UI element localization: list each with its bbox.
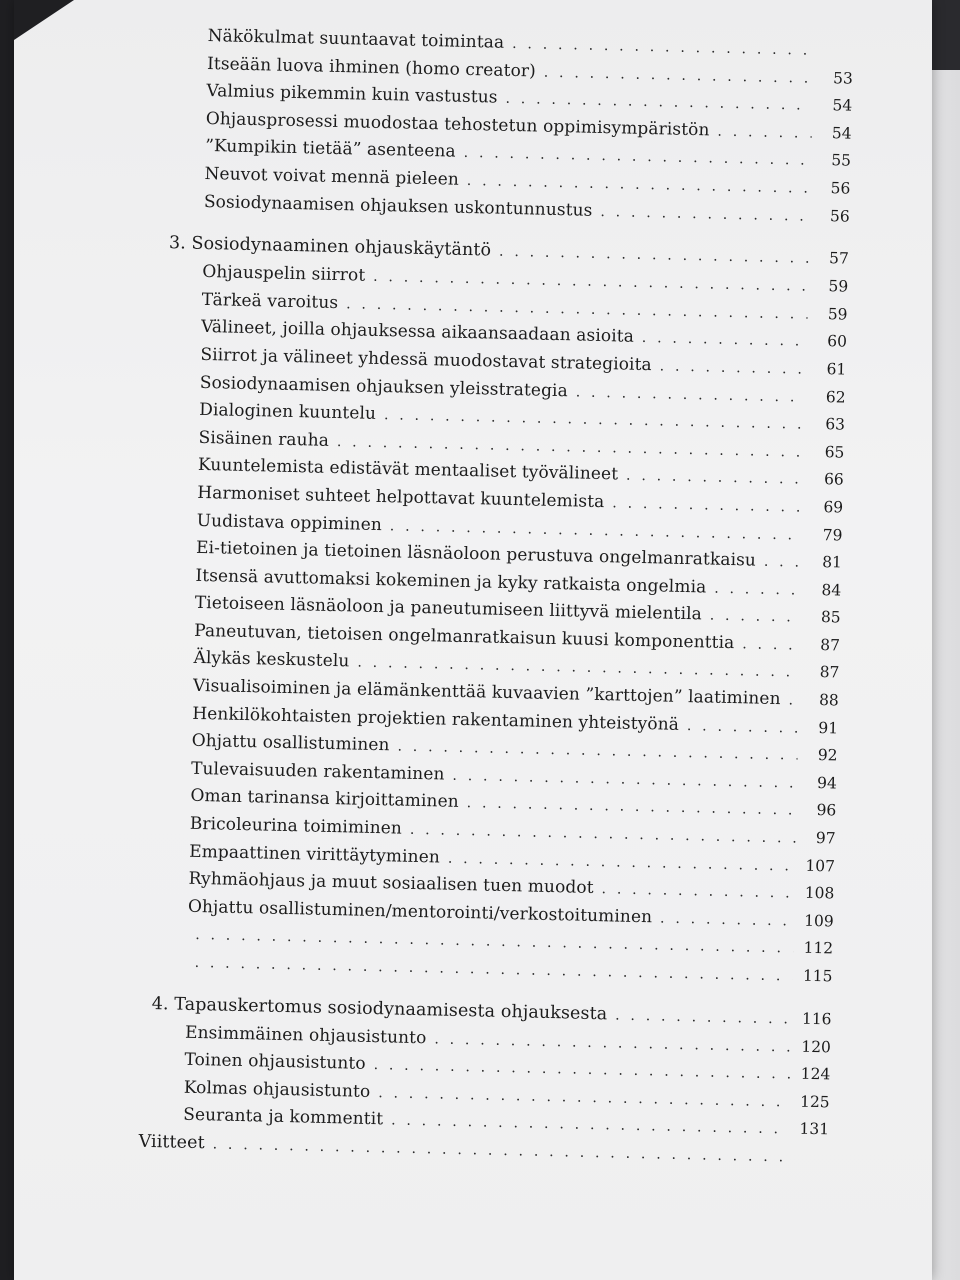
page-corner-shadow bbox=[14, 0, 74, 40]
toc-entry-page: 124 bbox=[800, 1064, 831, 1084]
toc-references-title: Viitteet bbox=[138, 1131, 205, 1154]
toc-entry-title: Ensimmäinen ohjausistunto bbox=[184, 1022, 427, 1048]
toc-entry-page: 88 bbox=[818, 691, 839, 710]
toc-entry-title: Bricoleurina toimiminen bbox=[189, 813, 403, 839]
dot-leader bbox=[717, 118, 812, 148]
toc-entry-page bbox=[821, 55, 853, 56]
toc-entry-page: 131 bbox=[799, 1120, 830, 1139]
toc-entry-page: 97 bbox=[815, 829, 836, 848]
toc-entry-title: ”Kumpikin tietää” asenteena bbox=[204, 136, 456, 163]
toc-entry-page: 79 bbox=[822, 525, 843, 545]
toc-entry-title: Neuvot voivat mennä pieleen bbox=[204, 163, 460, 190]
toc-entry-title: Valmius pikemmin kuin vastustus bbox=[206, 81, 498, 108]
toc-entry-title: Näkökulmat suuntaavat toimintaa bbox=[207, 25, 505, 53]
toc-entry-title: Harmoniset suhteet helpottavat kuuntelemista bbox=[197, 482, 605, 513]
toc-entry-page: 60 bbox=[826, 332, 848, 351]
table-of-contents bbox=[138, 22, 854, 1172]
toc-chapter-page: 116 bbox=[801, 1009, 832, 1028]
toc-entry-page: 81 bbox=[821, 553, 843, 572]
toc-entry-page: 55 bbox=[831, 151, 852, 170]
toc-entry-page: 87 bbox=[820, 635, 841, 655]
toc-entry-title: Henkilökohtaisten projektien rakentaminen yhteistyönä bbox=[192, 703, 680, 735]
dot-leader bbox=[710, 603, 801, 633]
toc-entry-page: 63 bbox=[825, 415, 846, 434]
toc-chapter-title: 4. Tapauskertomus sosiodynaamisesta ohjauksesta bbox=[151, 993, 608, 1024]
toc-entry-title: Ohjausprosessi muodostaa tehostetun oppimisympäristön bbox=[205, 108, 710, 141]
toc-entry-title: Toinen ohjausistunto bbox=[184, 1049, 366, 1075]
toc-entry-page: 54 bbox=[832, 96, 853, 115]
toc-entry-title bbox=[143, 938, 187, 939]
toc-entry-page: 59 bbox=[827, 304, 848, 324]
toc-entry-title: Oman tarinansa kirjoittaminen bbox=[190, 786, 460, 813]
toc-chapter-page: 57 bbox=[828, 249, 850, 268]
dot-leader bbox=[660, 905, 794, 936]
toc-entry-title: Kolmas ohjausistunto bbox=[183, 1077, 371, 1102]
dot-leader bbox=[687, 713, 799, 743]
toc-entry-page: 112 bbox=[803, 939, 834, 958]
toc-entry-page: 87 bbox=[819, 663, 840, 682]
toc-entry-title: Empaattinen virittäytyminen bbox=[188, 841, 441, 868]
toc-entry-title: Älykäs keskustelu bbox=[193, 648, 350, 672]
toc-entry-title: Tärkeä varoitus bbox=[201, 289, 339, 313]
toc-entry-title: Sosiodynaamisen ohjauksen uskontunnustus bbox=[203, 191, 593, 221]
toc-entry-page: 66 bbox=[823, 470, 844, 489]
toc-chapter-title: 3. Sosiodynaaminen ohjauskäytäntö bbox=[168, 233, 492, 261]
toc-entry-title: Ohjattu osallistuminen/mentorointi/verkostoituminen bbox=[187, 896, 653, 928]
toc-entry-page: 109 bbox=[803, 911, 834, 931]
toc-entry-page: 115 bbox=[802, 966, 833, 986]
toc-entry-title: Ei-tietoinen ja tietoinen läsnäoloon perustuva ongelmanratkaisu bbox=[195, 537, 757, 571]
toc-entry-title: Siirrot ja välineet yhdessä muodostavat strategioita bbox=[200, 344, 652, 376]
toc-entry-page: 91 bbox=[818, 718, 839, 738]
toc-entry-page: 107 bbox=[805, 856, 836, 876]
dot-leader bbox=[714, 575, 802, 605]
toc-entry-page: 56 bbox=[830, 179, 851, 198]
toc-entry-page: 125 bbox=[799, 1092, 830, 1112]
toc-entry-page: 56 bbox=[829, 206, 850, 226]
toc-entry-title: Tulevaisuuden rakentaminen bbox=[190, 758, 445, 785]
toc-entry-title bbox=[143, 966, 187, 967]
toc-entry-page: 54 bbox=[831, 123, 852, 143]
toc-entry-title: Uudistava oppiminen bbox=[196, 510, 383, 535]
dot-leader bbox=[742, 631, 800, 660]
toc-entry-title: Kuuntelemista edistävät mentaaliset työvälineet bbox=[197, 455, 619, 485]
toc-entry-page: 85 bbox=[820, 608, 841, 627]
toc-entry-title: Ohjattu osallistuminen bbox=[191, 731, 390, 756]
toc-references-page bbox=[796, 1162, 828, 1163]
toc-entry-page: 61 bbox=[826, 360, 847, 379]
toc-entry-title: Visualisoiminen ja elämänkenttää kuvaavien ”karttojen” laatiminen bbox=[192, 675, 781, 710]
toc-entry-title: Sosiodynaamisen ohjauksen yleisstrategia bbox=[199, 372, 569, 401]
chapter-4-entries bbox=[139, 1018, 831, 1144]
toc-entry-title: Tietoiseen läsnäoloon ja paneutumiseen liittyvä mielentila bbox=[194, 593, 703, 625]
chapter-3-entries bbox=[142, 258, 848, 991]
toc-entry-title: Ryhmäohjaus ja muut sosiaalisen tuen muodot bbox=[188, 868, 594, 899]
toc-entry-page: 108 bbox=[804, 883, 835, 903]
toc-entry-page: 92 bbox=[817, 746, 838, 765]
toc-entry-title: Välineet, joilla ohjauksessa aikaansaadaan asioita bbox=[200, 317, 635, 348]
toc-entry-page: 120 bbox=[801, 1037, 832, 1056]
toc-entry-title: Dialoginen kuuntelu bbox=[198, 400, 377, 425]
toc-entry-page: 53 bbox=[832, 68, 854, 88]
dot-leader bbox=[764, 549, 803, 577]
toc-entry-page: 84 bbox=[821, 580, 842, 600]
toc-entry-page: 65 bbox=[824, 442, 845, 462]
toc-entry-page: 96 bbox=[816, 801, 837, 820]
book-page bbox=[14, 0, 932, 1280]
toc-entry-title: Itsensä avuttomaksi kokeminen ja kyky ratkaista ongelmia bbox=[195, 565, 707, 598]
toc-entry-title: Paneutuvan, tietoisen ongelmanratkaisun kuusi komponenttia bbox=[193, 620, 735, 653]
toc-entry-page: 94 bbox=[816, 773, 838, 793]
toc-entry-page: 69 bbox=[823, 497, 844, 517]
toc-entry-title: Ohjauspelin siirrot bbox=[202, 262, 366, 286]
dot-leader bbox=[600, 199, 810, 231]
toc-entry-title: Seuranta ja kommentit bbox=[182, 1105, 384, 1130]
toc-entry-page: 59 bbox=[828, 277, 849, 296]
dot-leader bbox=[788, 687, 799, 715]
toc-entry-title: Itseään luova ihminen (homo creator) bbox=[206, 53, 537, 82]
toc-entry-title: Sisäinen rauha bbox=[198, 427, 330, 451]
toc-entry-page: 62 bbox=[825, 387, 846, 407]
